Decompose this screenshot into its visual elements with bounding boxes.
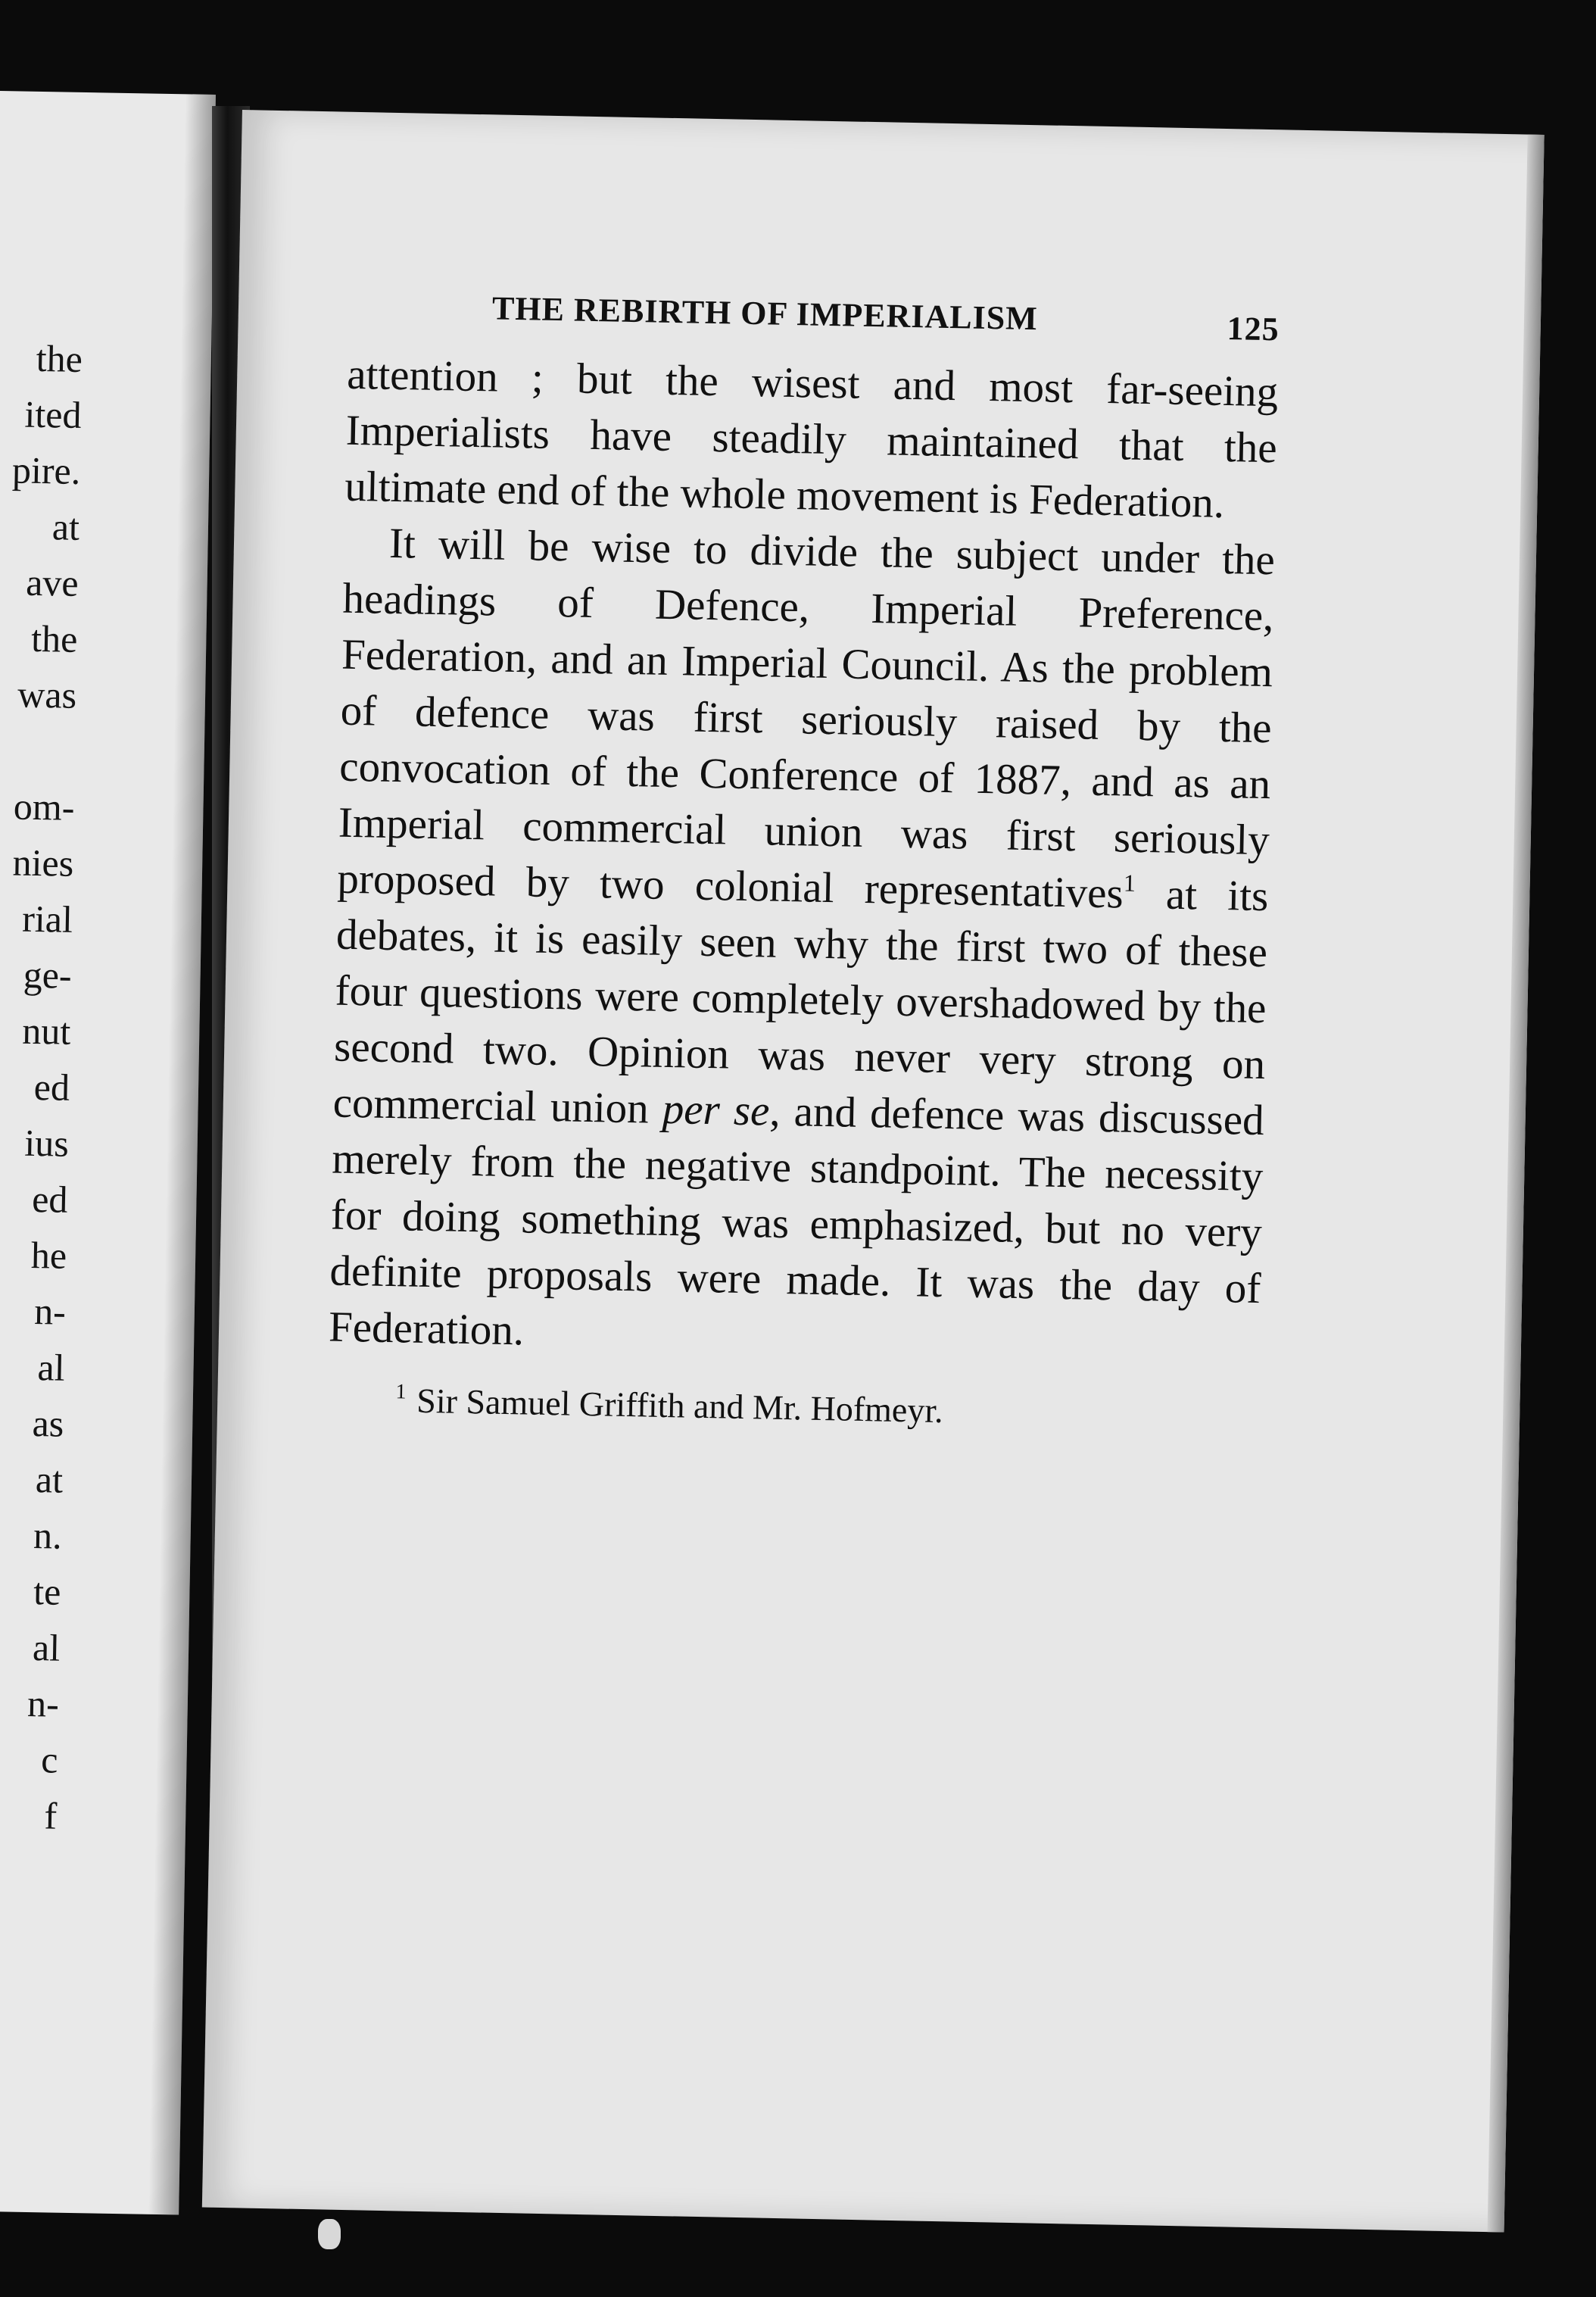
italic-phrase: per se (662, 1085, 771, 1135)
paragraph-text: It will be wise to divide the subject under the headings of Defence, Imperial Preference, Federation, and an Imperial Council. As the problem of defence was first seriously raised by the convocation of the Conference of 1887, and as an Imperial commercial union was first seriously proposed by two colonial representatives (336, 519, 1276, 918)
left-fragment: was (17, 673, 77, 716)
left-fragment: n. (33, 1514, 63, 1557)
previous-page (0, 91, 216, 2215)
left-fragment: al (32, 1626, 61, 1669)
left-fragment: al (37, 1346, 66, 1389)
paragraph: attention ; but the wisest and most far-seeing Imperialists have steadily maintained that the ultimate end of the whole movement is Federation. (344, 350, 1279, 527)
page-edge (1488, 135, 1545, 2233)
left-fragment: ius (23, 1121, 70, 1165)
page-number: 125 (1227, 310, 1280, 348)
left-fragment: as (32, 1402, 64, 1445)
left-fragment: pire. (11, 448, 81, 492)
page-text-block (327, 286, 1280, 1440)
footnote (327, 1376, 1259, 1440)
left-fragment: n- (26, 1681, 60, 1725)
left-fragment: c (40, 1738, 59, 1781)
left-fragment: om- (13, 785, 75, 829)
page-shadow (148, 94, 216, 2214)
left-fragment: nut (21, 1009, 71, 1053)
left-fragment: f (44, 1794, 58, 1837)
left-fragment: n- (33, 1290, 67, 1333)
left-fragment: the (36, 336, 83, 380)
previous-page-text-fragments (0, 329, 83, 1844)
paragraph-text: , and defence was discussed merely from the negative standpoint. The necessity for doing something was emphasized, but no very definite proposals were made. It was the day of Federation. (328, 1087, 1265, 1355)
left-fragment: the (30, 616, 78, 660)
body-text (328, 347, 1278, 1373)
current-page (202, 110, 1545, 2233)
left-fragment: ave (25, 560, 79, 604)
paragraph-text: at its debates, it is easily seen why the first two of these four questions were completely overshadowed by the second two. Opinion was never very strong on commercial union (332, 869, 1269, 1133)
left-fragment: he (30, 1233, 67, 1277)
left-fragment: ge- (23, 953, 73, 997)
left-fragment: at (51, 505, 80, 548)
paragraph (328, 515, 1275, 1373)
footnote-marker: 1 (395, 1380, 407, 1404)
scan-artifact (318, 2219, 341, 2249)
footnote-reference: 1 (1123, 869, 1136, 897)
left-fragment: at (35, 1458, 64, 1501)
left-fragment: te (33, 1570, 61, 1613)
left-fragment: ed (33, 1065, 70, 1109)
left-fragment: rial (21, 897, 73, 941)
left-fragment: nies (12, 841, 74, 885)
footnote-text: Sir Samuel Griffith and Mr. Hofmeyr. (416, 1381, 944, 1431)
left-fragment (0, 722, 76, 779)
left-fragment: ed (31, 1177, 68, 1221)
left-fragment: ited (24, 392, 83, 436)
running-head-title: THE REBIRTH OF IMPERIALISM (491, 289, 1039, 338)
